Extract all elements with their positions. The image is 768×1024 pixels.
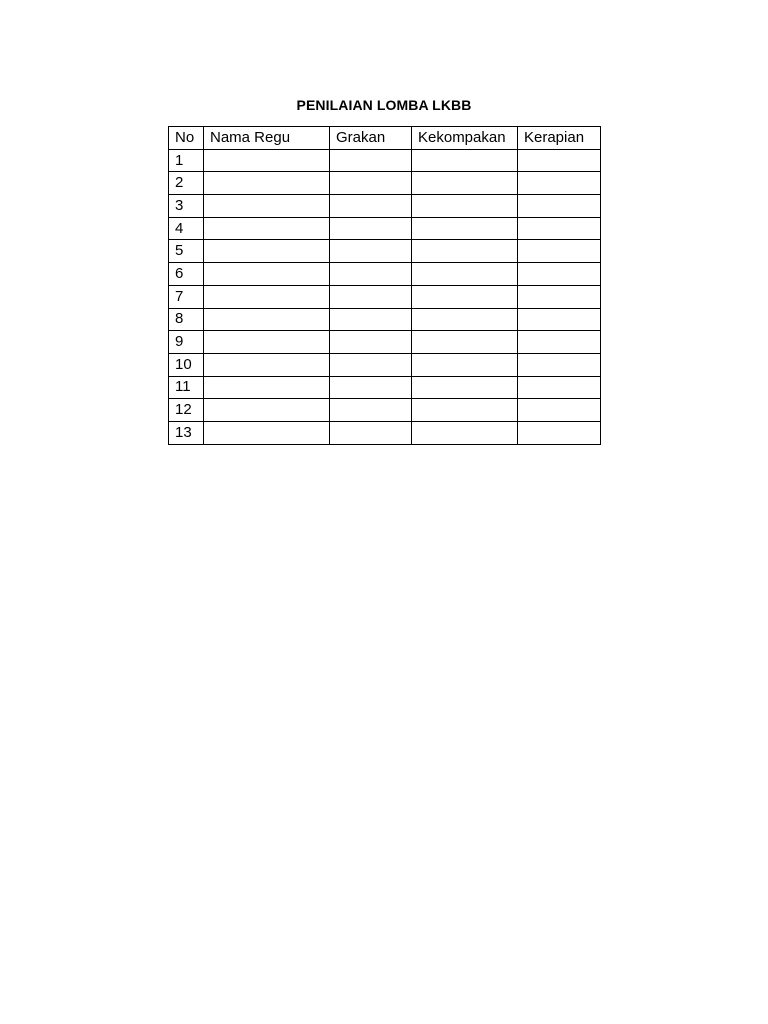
cell-grakan [330, 217, 412, 240]
cell-kerapian [518, 263, 601, 286]
cell-kekompakan [412, 217, 518, 240]
cell-nama-regu [204, 376, 330, 399]
cell-nama-regu [204, 217, 330, 240]
cell-kekompakan [412, 240, 518, 263]
table-row [169, 285, 601, 308]
cell-no: 10 [169, 353, 204, 376]
cell-nama-regu [204, 399, 330, 422]
cell-nama-regu [204, 172, 330, 195]
cell-grakan [330, 353, 412, 376]
table-row [169, 376, 601, 399]
table-row [169, 172, 601, 195]
table-row [169, 331, 601, 354]
score-table [168, 126, 601, 445]
cell-nama-regu [204, 285, 330, 308]
cell-kerapian [518, 376, 601, 399]
cell-kekompakan [412, 285, 518, 308]
cell-no: 3 [169, 195, 204, 218]
cell-no: 8 [169, 308, 204, 331]
cell-no: 2 [169, 172, 204, 195]
cell-no: 7 [169, 285, 204, 308]
cell-kekompakan [412, 331, 518, 354]
cell-kekompakan [412, 376, 518, 399]
cell-kekompakan [412, 195, 518, 218]
cell-kerapian [518, 149, 601, 172]
cell-kerapian [518, 285, 601, 308]
cell-grakan [330, 399, 412, 422]
cell-no: 9 [169, 331, 204, 354]
table-row [169, 399, 601, 422]
header-kekompakan: Kekompakan [412, 127, 518, 150]
table-row [169, 421, 601, 444]
table-row [169, 240, 601, 263]
cell-kekompakan [412, 353, 518, 376]
cell-grakan [330, 149, 412, 172]
cell-no: 13 [169, 421, 204, 444]
cell-grakan [330, 285, 412, 308]
header-nama-regu: Nama Regu [204, 127, 330, 150]
cell-nama-regu [204, 240, 330, 263]
cell-nama-regu [204, 195, 330, 218]
cell-kerapian [518, 308, 601, 331]
cell-grakan [330, 172, 412, 195]
table-row [169, 195, 601, 218]
cell-grakan [330, 376, 412, 399]
cell-grakan [330, 263, 412, 286]
cell-grakan [330, 308, 412, 331]
cell-nama-regu [204, 308, 330, 331]
cell-kerapian [518, 195, 601, 218]
cell-no: 5 [169, 240, 204, 263]
cell-grakan [330, 195, 412, 218]
cell-nama-regu [204, 331, 330, 354]
header-grakan: Grakan [330, 127, 412, 150]
cell-no: 11 [169, 376, 204, 399]
cell-kerapian [518, 353, 601, 376]
cell-kekompakan [412, 421, 518, 444]
cell-no: 12 [169, 399, 204, 422]
cell-grakan [330, 421, 412, 444]
header-no: No [169, 127, 204, 150]
cell-kekompakan [412, 263, 518, 286]
cell-kerapian [518, 421, 601, 444]
table-row [169, 149, 601, 172]
cell-kekompakan [412, 308, 518, 331]
cell-kekompakan [412, 149, 518, 172]
cell-kerapian [518, 172, 601, 195]
table-row [169, 263, 601, 286]
cell-grakan [330, 331, 412, 354]
cell-nama-regu [204, 353, 330, 376]
cell-no: 4 [169, 217, 204, 240]
cell-kerapian [518, 217, 601, 240]
table-header-row [169, 127, 601, 150]
cell-nama-regu [204, 263, 330, 286]
cell-grakan [330, 240, 412, 263]
table-row [169, 353, 601, 376]
table-row [169, 217, 601, 240]
cell-kerapian [518, 399, 601, 422]
cell-kerapian [518, 240, 601, 263]
cell-nama-regu [204, 149, 330, 172]
cell-nama-regu [204, 421, 330, 444]
cell-no: 1 [169, 149, 204, 172]
cell-kekompakan [412, 172, 518, 195]
cell-kerapian [518, 331, 601, 354]
header-kerapian: Kerapian [518, 127, 601, 150]
page-title: PENILAIAN LOMBA LKBB [296, 97, 472, 113]
cell-no: 6 [169, 263, 204, 286]
table-row [169, 308, 601, 331]
cell-kekompakan [412, 399, 518, 422]
